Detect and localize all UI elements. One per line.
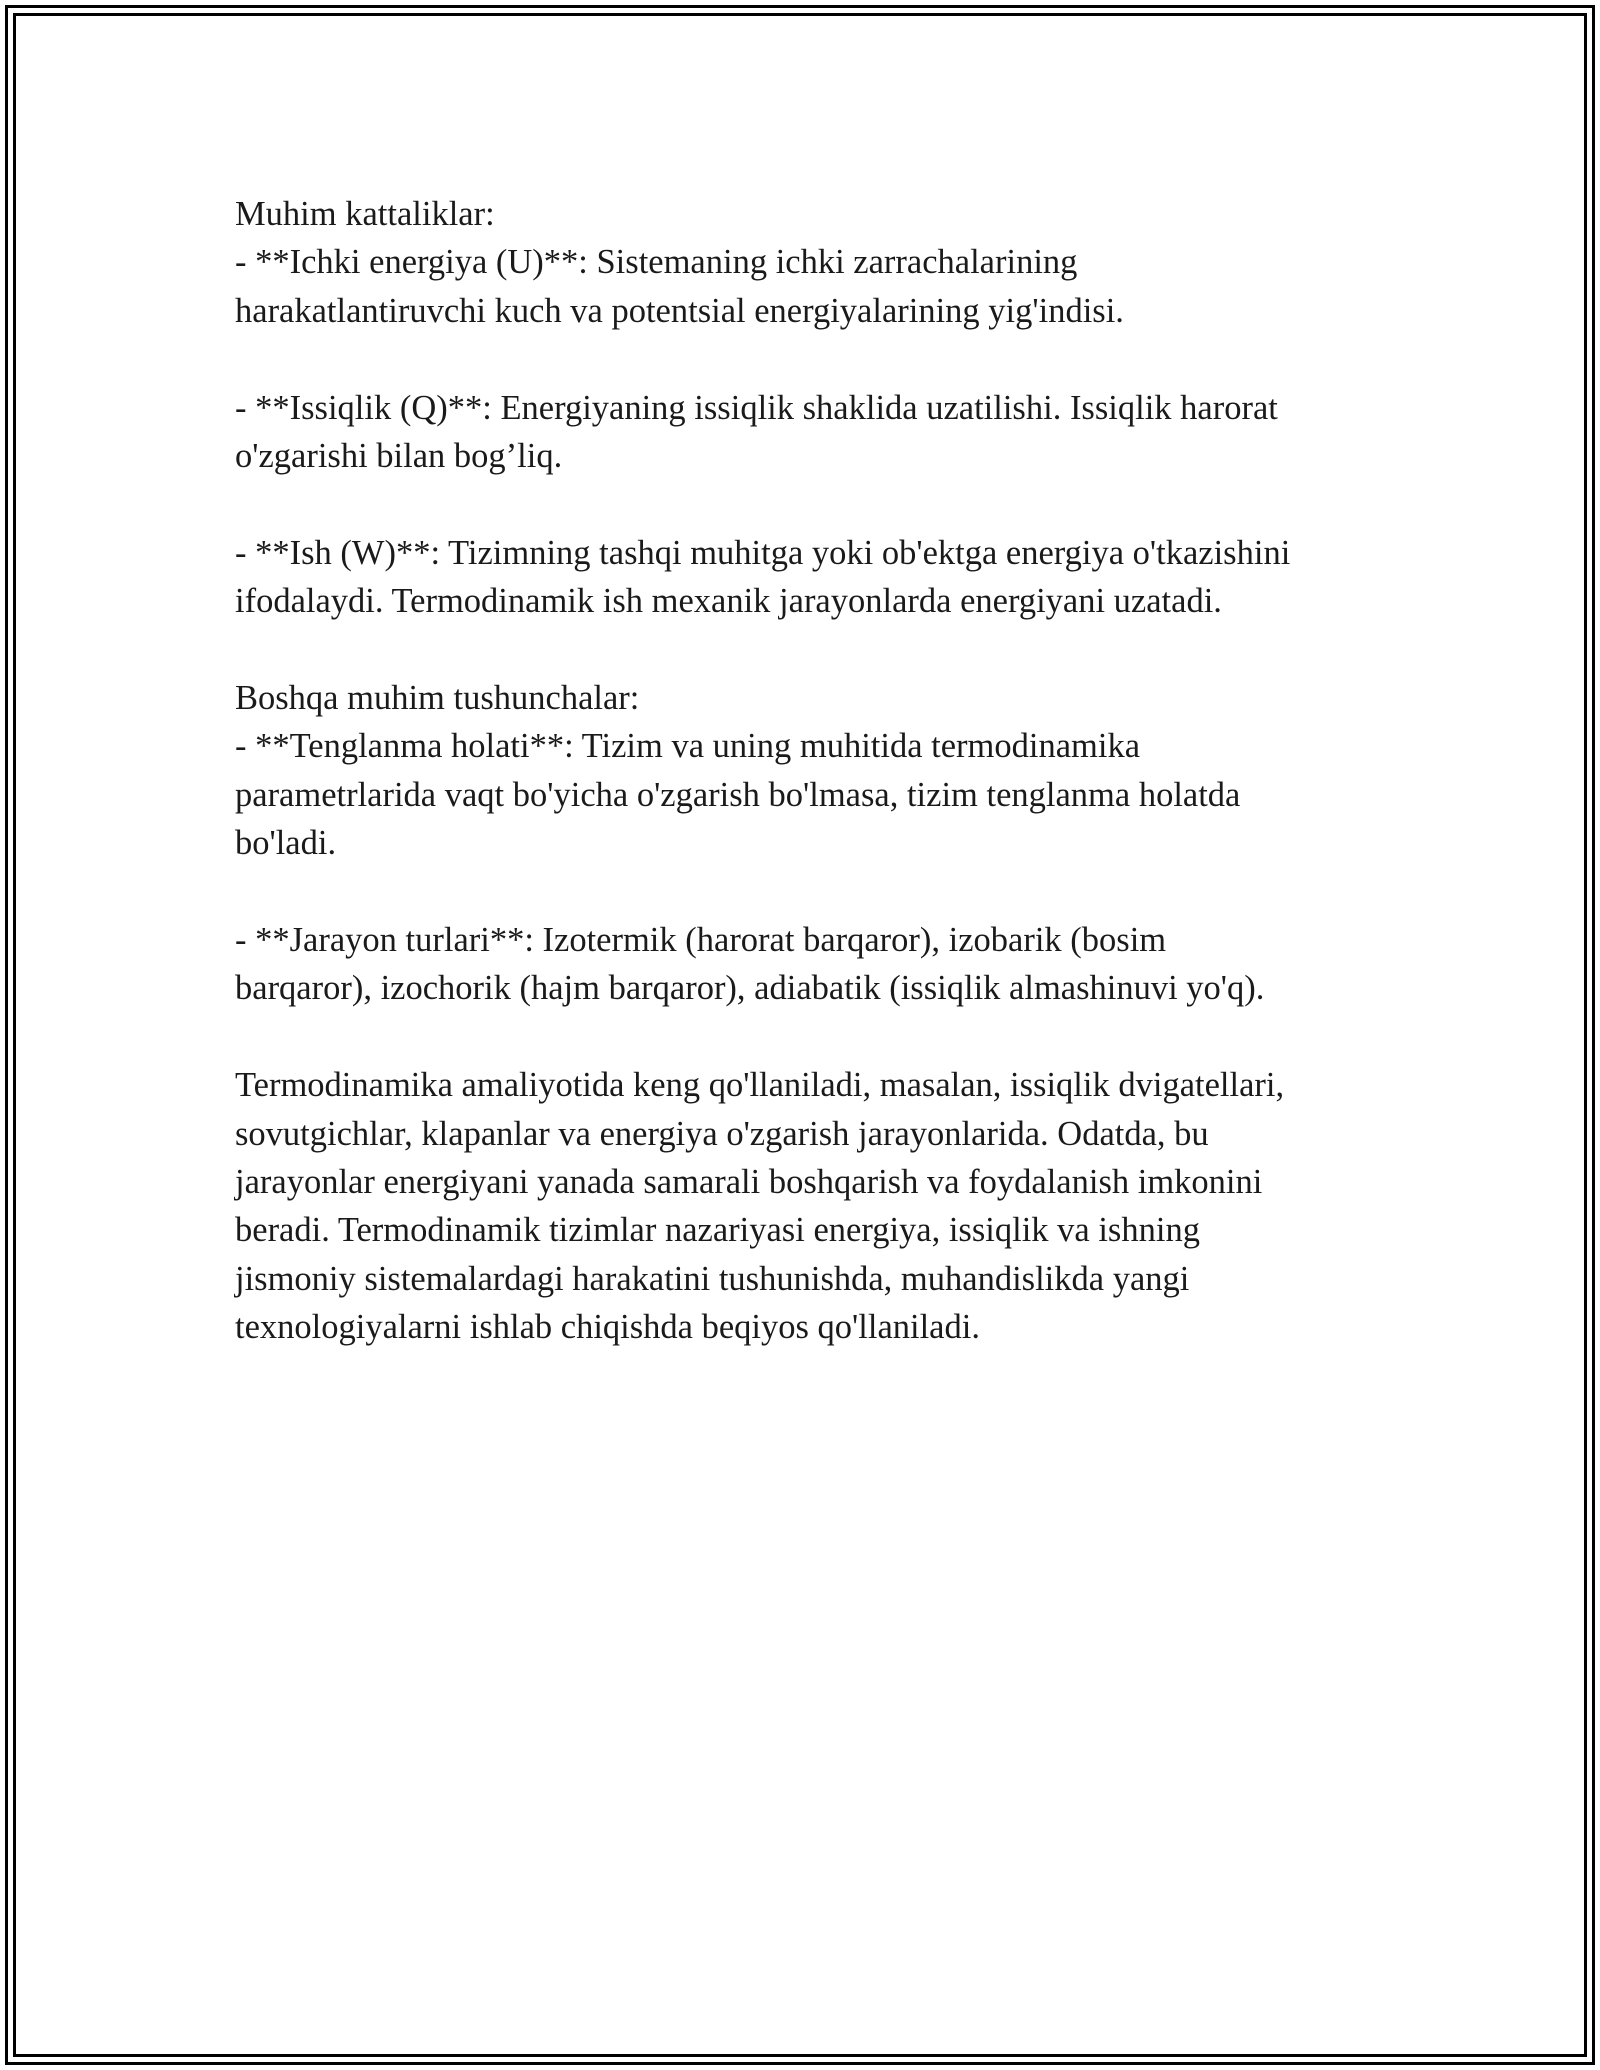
heading-other-concepts: Boshqa muhim tushunchalar: xyxy=(235,679,640,718)
document-body xyxy=(235,190,1375,1352)
conclusion-paragraph: Termodinamika amaliyotida keng qo'llaniladi, masalan, issiqlik dvigatellari, sovutgichlar, klapanlar va energiya o'zgarish jarayonlarida. Odatda, bu jarayonlar energiyani yanada samarali boshqarish va foydalanish imkonini beradi. Termodinamik tizimlar nazariyasi energiya, issiqlik va ishning jismoniy sistemalardagi harakatini tushunishda, muhandislikda yangi texnologiyalarni ishlab chiqishda beqiyos qo'llaniladi. xyxy=(235,1066,1285,1347)
heading-important-quantities: Muhim kattaliklar: xyxy=(235,195,495,233)
item-work: - **Ish (W)**: Tizimning tashqi muhitga yoki ob'ektga energiya o'tkazishini ifodalaydi. Termodinamik ish mexanik jarayonlarda energiyani uzatadi. xyxy=(235,533,1291,621)
item-internal-energy: - **Ichki energiya (U)**: Sistemaning ichki zarrachalarining harakatlantiruvchi kuch va potentsial energiyalarining yig'indisi. xyxy=(235,243,1124,330)
item-equilibrium-state: - **Tenglanma holati**: Tizim va uning muhitida termodinamika parametrlarida vaqt bo'yicha o'zgarish bo'lmasa, tizim tenglanma holatda bo'ladi. xyxy=(235,727,1241,863)
item-heat: - **Issiqlik (Q)**: Energiyaning issiqlik shaklida uzatilishi. Issiqlik harorat o'zgarishi bilan bog’liq. xyxy=(235,388,1278,476)
item-process-types: - **Jarayon turlari**: Izotermik (harorat barqaror), izobarik (bosim barqaror), izochorik (hajm barqaror), adiabatik (issiqlik almashinuvi yo'q). xyxy=(235,921,1265,1008)
